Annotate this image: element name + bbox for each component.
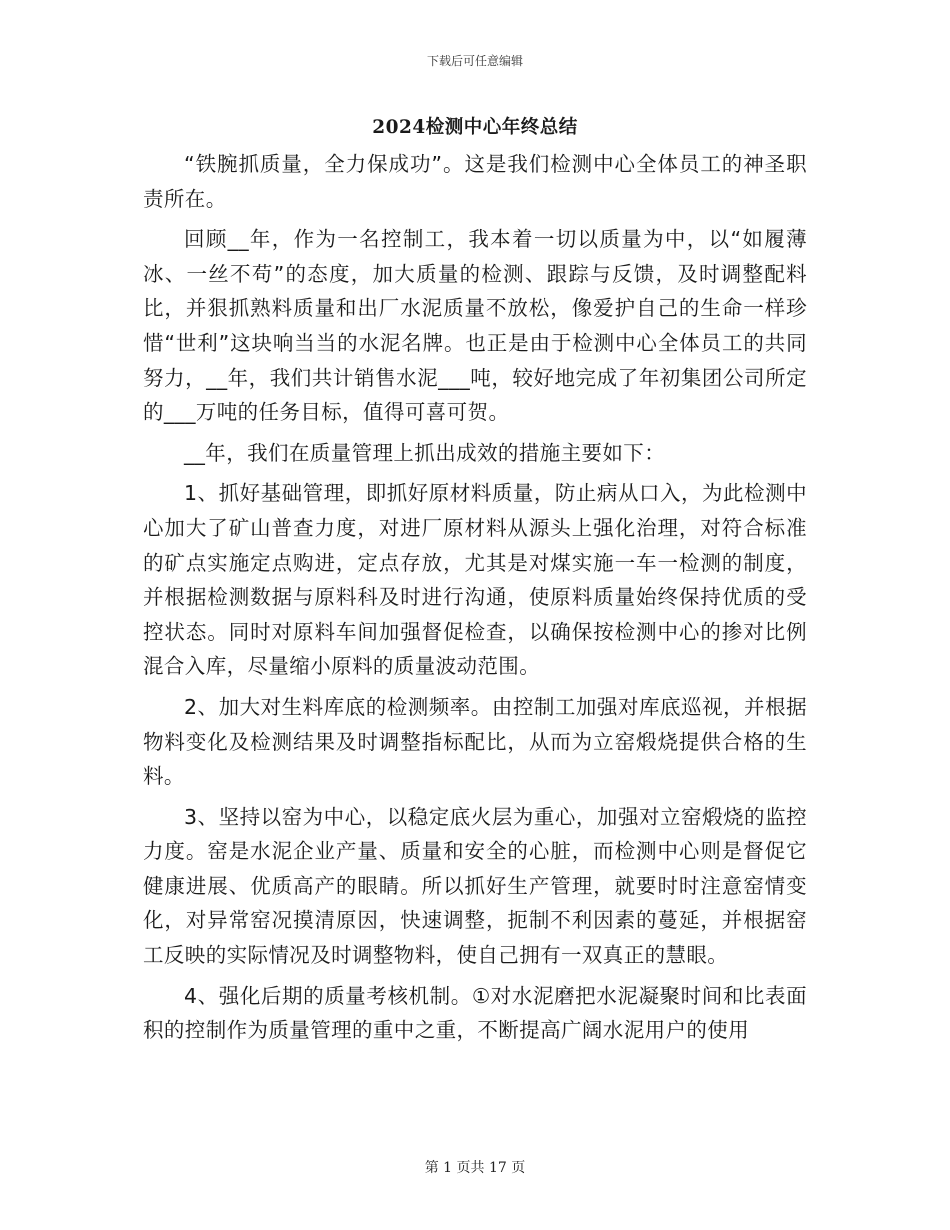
document-title: 2024检测中心年终总结 [372,117,578,138]
paragraph: 2、加大对生料库底的检测频率。由控制工加强对库底巡视，并根据物料变化及检测结果及时调整指标配比，从而为立窑煅烧提供合格的生料。 [143,694,807,789]
page-header-note: 下载后可任意编辑 [426,54,523,68]
page-number: 第 1 页共 17 页 [424,1160,526,1176]
paragraph: 回顾__年，作为一名控制工，我本着一切以质量为中，以“如履薄冰、一丝不苟”的态度，加大质量的检测、跟踪与反馈，及时调整配料比，并狠抓熟料质量和出厂水泥质量不放松，像爱护自己的生命一样珍惜“世利”这块响当当的水泥名牌。也正是由于检测中心全体员工的共同努力，__年，我们共计销售水泥___吨，较好地完成了年初集团公司所定的___万吨的任务目标，值得可喜可贺。 [143,227,807,425]
paragraph: 1、抓好基础管理，即抓好原材料质量，防止病从口入，为此检测中心加大了矿山普查力度，对进厂原材料从源头上强化治理，对符合标准的矿点实施定点购进，定点存放，尤其是对煤实施一车一检测的制度，并根据检测数据与原料科及时进行沟通，使原料质量始终保持优质的受控状态。同时对原料车间加强督促检查，以确保按检测中心的掺对比例混合入库，尽量缩小原料的质量波动范围。 [143,481,807,679]
document-body [143,147,807,1054]
paragraph: “铁腕抓质量，全力保成功”。这是我们检测中心全体员工的神圣职责所在。 [143,152,807,211]
paragraph: __年，我们在质量管理上抓出成效的措施主要如下： [184,440,666,465]
paragraph: 4、强化后期的质量考核机制。①对水泥磨把水泥凝聚时间和比表面积的控制作为质量管理的重中之重，不断提高广阔水泥用户的使用 [143,983,807,1043]
paragraph: 3、坚持以窑为中心，以稳定底火层为重心，加强对立窑煅烧的监控力度。窑是水泥企业产量、质量和安全的心脏，而检测中心则是督促它健康进展、优质高产的眼睛。所以抓好生产管理，就要时时注意窑情变化，对异常窑况摸清原因，快速调整，扼制不利因素的蔓延，并根据窑工反映的实际情况及时调整物料，使自己拥有一双真正的慧眼。 [143,804,807,968]
